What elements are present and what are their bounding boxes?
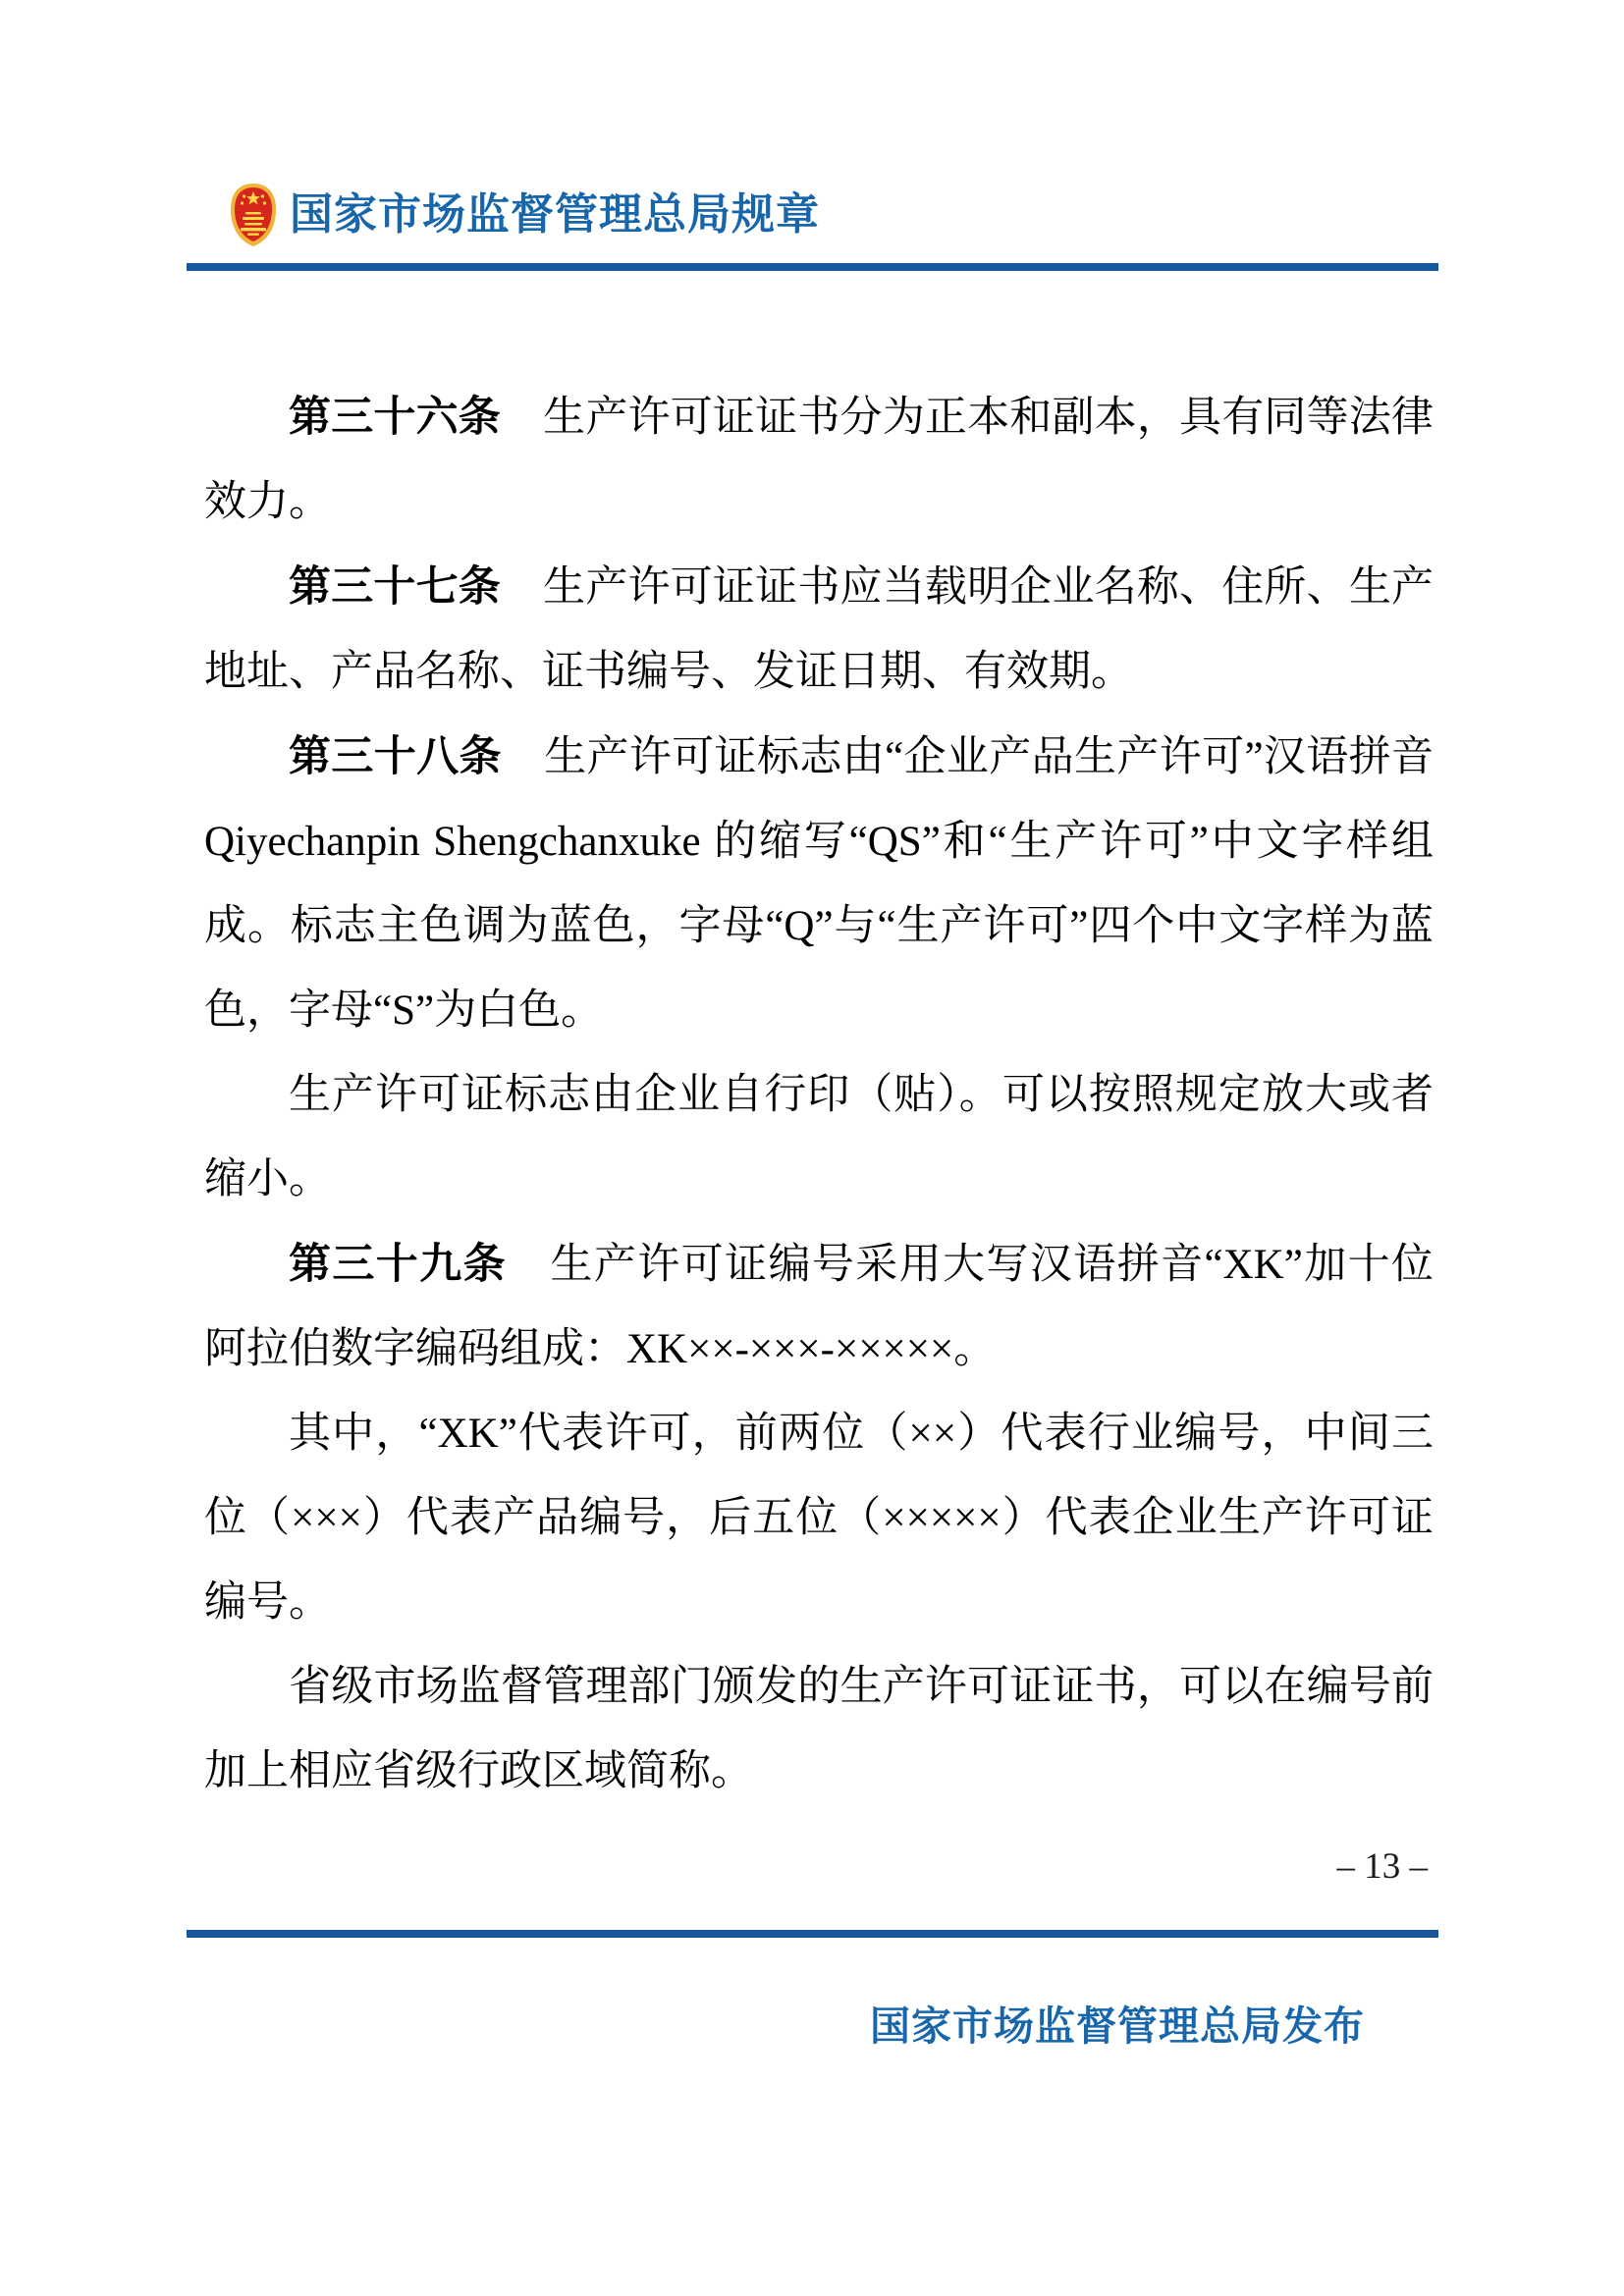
paragraph: 其中，“XK”代表许可，前两位（××）代表行业编号，中间三位（×××）代表产品编号，后五位（×××××）代表企业生产许可证编号。 — [204, 1411, 1434, 1626]
national-emblem-icon — [229, 183, 278, 247]
paragraph: 第三十八条 生产许可证标志由“企业产品生产许可”汉语拼音 Qiyechanpin Shengchanxuke 的缩写“QS”和“生产许可”中文字样组成。标志主色调为蓝色，字母“Q”与“生产许可”四个中文字样为蓝色，字母“S”为白色。 — [204, 733, 1435, 1034]
paragraph: 省级市场监督管理部门颁发的生产许可证证书，可以在编号前加上相应省级行政区域简称。 — [204, 1664, 1434, 1794]
article-number: 第三十六条 — [289, 394, 501, 441]
paragraph: 第三十七条 生产许可证证书应当载明企业名称、住所、生产地址、产品名称、证书编号、发证日期、有效期。 — [204, 563, 1435, 695]
article-number: 第三十七条 — [289, 563, 501, 611]
document-body — [204, 375, 1434, 1814]
page-number: – 13 – — [1336, 1846, 1428, 1887]
paragraph: 第三十九条 生产许可证编号采用大写汉语拼音“XK”加十位阿拉伯数字编码组成：XK××-×××-×××××。 — [204, 1241, 1435, 1372]
paragraph: 第三十六条 生产许可证证书分为正本和副本，具有同等法律效力。 — [204, 394, 1435, 525]
article-number: 第三十九条 — [289, 1241, 508, 1288]
publisher-line: 国家市场监督管理总局发布 — [870, 2003, 1365, 2049]
header-divider — [187, 263, 1438, 271]
footer-divider — [187, 1930, 1438, 1938]
article-number: 第三十八条 — [289, 733, 502, 780]
header-title: 国家市场监督管理总局规章 — [290, 190, 820, 239]
paragraph: 生产许可证标志由企业自行印（贴）。可以按照规定放大或者缩小。 — [204, 1072, 1434, 1202]
page-header — [229, 183, 820, 247]
